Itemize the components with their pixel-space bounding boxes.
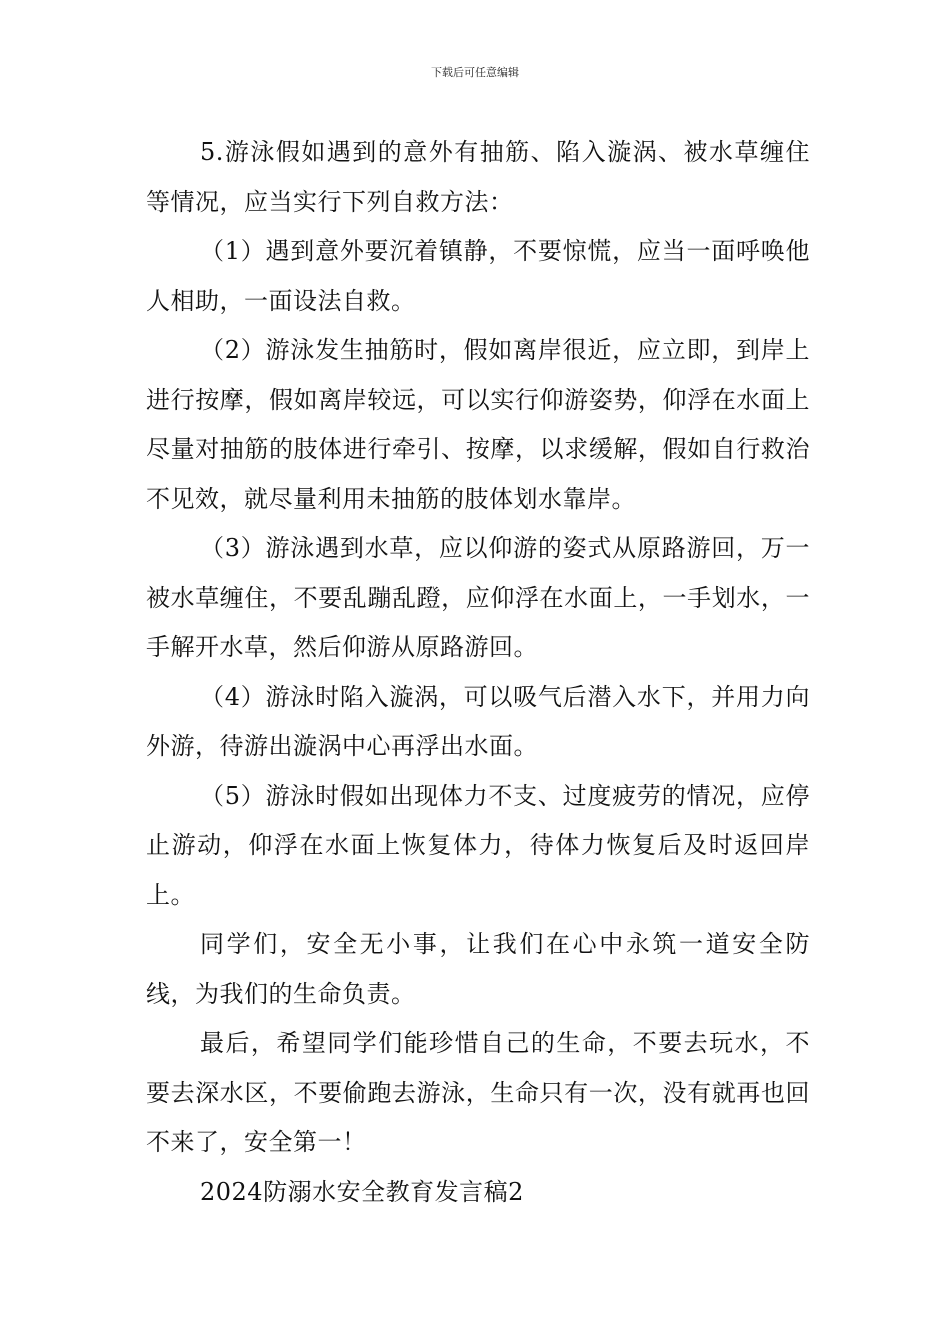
paragraph-item-5: （5）游泳时假如出现体力不支、过度疲劳的情况，应停止游动，仰浮在水面上恢复体力，待体力恢复后及时返回岸上。 — [146, 781, 810, 909]
page-header-note: 下载后可任意编辑 — [431, 66, 519, 79]
paragraph-item-2: （2）游泳发生抽筋时，假如离岸很近，应立即，到岸上进行按摩，假如离岸较远，可以实行仰游姿势，仰浮在水面上尽量对抽筋的肢体进行牵引、按摩，以求缓解，假如自行救治不见效，就尽量利用未抽筋的肢体划水靠岸。 — [146, 336, 810, 513]
document-body — [146, 128, 810, 1217]
paragraph-item-3: （3）游泳遇到水草，应以仰游的姿式从原路游回，万一被水草缠住，不要乱蹦乱蹬，应仰浮在水面上，一手划水，一手解开水草，然后仰游从原路游回。 — [146, 534, 810, 661]
paragraph-item-4: （4）游泳时陷入漩涡，可以吸气后潜入水下，并用力向外游，待游出漩涡中心再浮出水面。 — [146, 682, 810, 760]
paragraph-safety-message: 同学们，安全无小事，让我们在心中永筑一道安全防线，为我们的生命负责。 — [146, 930, 810, 1008]
paragraph-closing: 最后，希望同学们能珍惜自己的生命，不要去玩水，不要去深水区，不要偷跑去游泳，生命只有一次，没有就再也回不来了，安全第一！ — [146, 1029, 810, 1156]
paragraph-item-1: （1）遇到意外要沉着镇静，不要惊慌，应当一面呼唤他人相助，一面设法自救。 — [146, 237, 810, 315]
next-section-title: 2024防溺水安全教育发言稿2 — [200, 1177, 524, 1206]
paragraph-self-rescue-intro: 5.游泳假如遇到的意外有抽筋、陷入漩涡、被水草缠住等情况，应当实行下列自救方法： — [146, 138, 810, 216]
